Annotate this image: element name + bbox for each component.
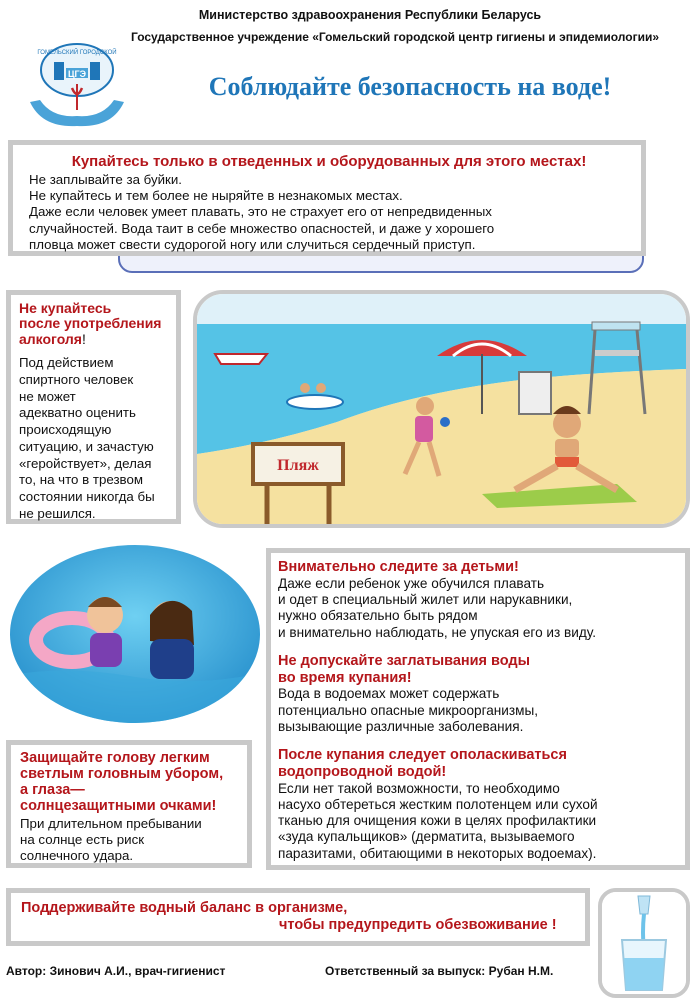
- ministry-header: Министерство здравоохранения Республики Беларусь: [198, 8, 542, 22]
- box1-line: Не купайтесь и тем более не ныряйте в незнакомых местах.: [29, 188, 403, 204]
- alcohol-warning-box: [6, 290, 181, 524]
- author-credit: Автор: Зинович А.И., врач-гигиенист: [6, 964, 226, 978]
- designated-places-box: [8, 140, 646, 256]
- box2-text: Под действием спиртного человек не может адекватно оценить происходящую ситуацию, и зачастую «геройствует», делая то, на что в трезвом состоянии никогда бы не решился.: [19, 355, 155, 521]
- box1-line: случайностей. Вода таит в себе множество опасностей, и даже у хорошего: [29, 220, 495, 236]
- institution-header: Государственное учреждение «Гомельский городской центр гигиены и эпидемиологии»: [131, 30, 659, 44]
- beach-sign-text: Пляж: [277, 457, 319, 474]
- box1-line: пловца может свести судорогой ногу или случиться сердечный приступ.: [29, 236, 476, 252]
- sun-protection-box: [6, 740, 252, 868]
- responsible-credit: Ответственный за выпуск: Рубан Н.М.: [325, 964, 554, 978]
- box5-line2: чтобы предупредить обезвоживание !: [279, 917, 557, 934]
- box1-line: Не заплывайте за буйки.: [29, 172, 182, 187]
- rinse-heading: После купания следует ополаскиваться водопроводной водой!: [278, 747, 567, 780]
- page-title: Соблюдайте безопасность на воде!: [208, 72, 612, 101]
- water-glass-image: [598, 888, 690, 998]
- logo-abbr: ЦГЭ: [67, 69, 87, 79]
- rinse-text: Если нет такой возможности, то необходимо насухо обтереться жестким полотенцем или сухой тканью для очищения кожи в целях профилактики «зуда купальщиков» (дерматита, вызываемого паразитами, обитающими в некоторых водоемах).: [278, 780, 598, 861]
- children-and-water-box: [266, 548, 690, 870]
- water-balance-box: [6, 888, 590, 946]
- children-text: Даже если ребенок уже обучился плавать и одет в специальный жилет или нарукавники, нужно обязательно быть рядом и внимательно наблюдать, не упуская его из виду.: [278, 575, 596, 640]
- pool-photo: [10, 545, 260, 723]
- swallowing-text: Вода в водоемах может содержать потенциально опасные микроорганизмы, вызывающие различные заболевания.: [278, 686, 539, 734]
- cge-logo: [22, 40, 132, 130]
- box2-heading: Не купайтесь после употребления алкоголя!: [19, 300, 162, 347]
- box4-text: При длительном пребывании на солнце есть риск солнечного удара.: [20, 815, 202, 864]
- swallowing-heading: Не допускайте заглатывания воды во время купания!: [278, 652, 531, 686]
- box1-heading: Купайтесь только в отведенных и оборудованных для этого местах!: [71, 153, 587, 170]
- beach-illustration: [193, 290, 690, 528]
- box5-line1: Поддерживайте водный баланс в организме,: [21, 900, 348, 916]
- box1-line: Даже если человек умеет плавать, это не страхует его от непредвиденных: [29, 204, 492, 220]
- logo-top-text: ГОМЕЛЬСКИЙ ГОРОДСКОЙ: [37, 50, 117, 56]
- children-heading: Внимательно следите за детьми!: [278, 559, 519, 575]
- box4-heading: Защищайте голову легким светлым головным убором, а глаза— солнцезащитными очками!: [20, 750, 224, 814]
